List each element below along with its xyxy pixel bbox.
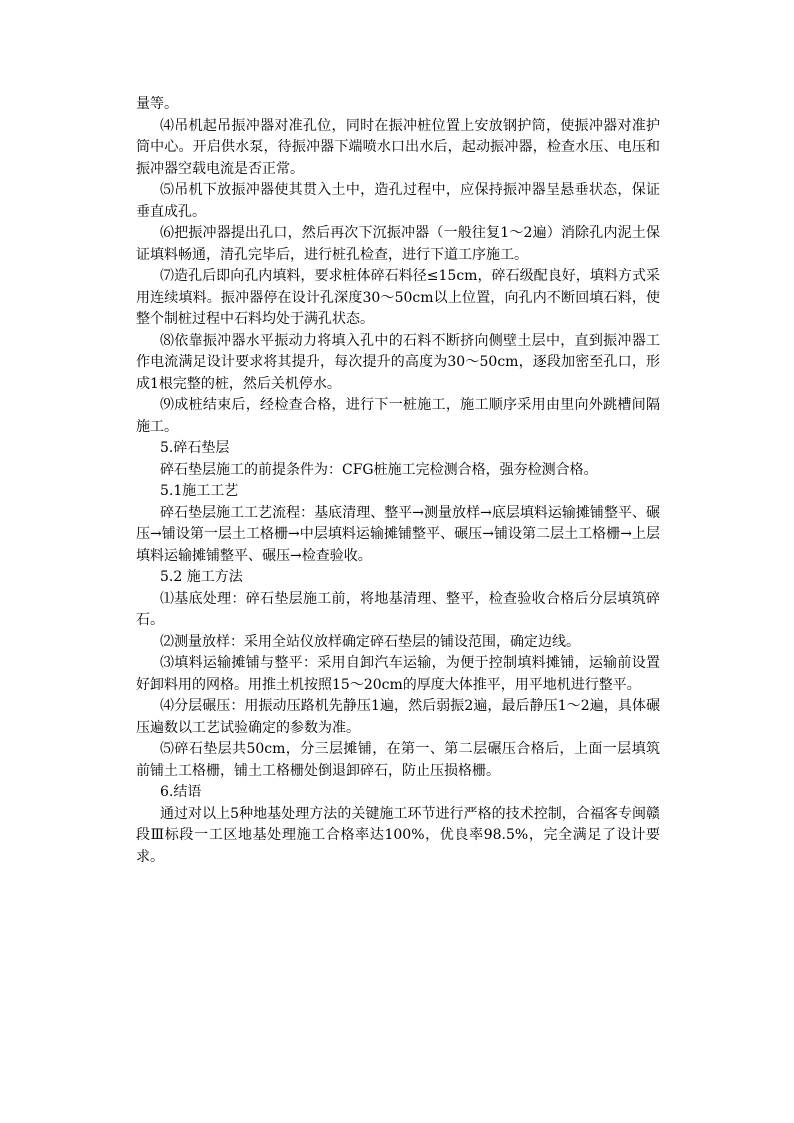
document-body (136, 94, 660, 868)
paragraph-precondition: 碎石垫层施工的前提条件为：CFG桩施工完检测合格，强夯检测合格。 (160, 461, 598, 478)
paragraph-step-5: ⑸吊机下放振冲器使其贯入土中，造孔过程中，应保持振冲器呈悬垂状态，保证垂直成孔。 (136, 182, 660, 220)
paragraph-conclusion: 通过对以上5种地基处理方法的关键施工环节进行严格的技术控制，合福客专闽赣段Ⅲ标段一工区地基处理施工合格率达100%，优良率98.5%，完全满足了设计要求。 (136, 805, 660, 865)
paragraph-step-7: ⑺造孔后即向孔内填料，要求桩体碎石料径≤15cm，碎石级配良好，填料方式采用连续填料。振冲器停在设计孔深度30～50cm以上位置，向孔内不断回填石料，使整个制桩过程中石料均处于满孔状态。 (136, 268, 660, 327)
paragraph-method-5: ⑸碎石垫层共50cm，分三层摊铺，在第一、第二层碾压合格后，上面一层填筑前铺土工格栅，铺土工格栅处倒退卸碎石，防止压损格栅。 (136, 741, 660, 779)
paragraph-method-3: ⑶填料运输摊铺与整平：采用自卸汽车运输，为便于控制填料摊铺，运输前设置好卸料用的网格。用推土机按照15～20cm的厚度大体推平，用平地机进行整平。 (136, 655, 660, 693)
paragraph-step-8: ⑻依靠振冲器水平振动力将填入孔中的石料不断挤向侧壁土层中，直到振冲器工作电流满足设计要求将其提升，每次提升的高度为30～50cm，逐段加密至孔口，形成1根完整的桩，然后关机停水。 (136, 332, 660, 392)
subsection-heading-5-2: 5.2 施工方法 (160, 569, 243, 585)
paragraph-continuation: 量等。 (136, 96, 178, 112)
paragraph-step-9: ⑼成桩结束后，经检查合格，进行下一桩施工，施工顺序采用由里向外跳槽间隔施工。 (136, 397, 660, 435)
section-heading-5: 5.碎石垫层 (160, 440, 230, 456)
subsection-heading-5-1: 5.1施工工艺 (160, 483, 239, 499)
paragraph-step-4: ⑷吊机起吊振冲器对准孔位，同时在振冲桩位置上安放钢护筒，使振冲器对准护筒中心。开启供水泵，待振冲器下端喷水口出水后，起动振冲器，检查水压、电压和振冲器空载电流是否正常。 (136, 117, 660, 177)
paragraph-method-2: ⑵测量放样：采用全站仪放样确定碎石垫层的铺设范围，确定边线。 (160, 633, 580, 650)
paragraph-method-1: ⑴基底处理：碎石垫层施工前，将地基清理、整平，检查验收合格后分层填筑碎石。 (136, 590, 660, 628)
paragraph-process-flow: 碎石垫层施工工艺流程：基底清理、整平→测量放样→底层填料运输摊铺整平、碾压→铺设第一层土工格栅→中层填料运输摊铺整平、碾压→铺设第二层土工格栅→上层填料运输摊铺整平、碾压→检查验收。 (136, 504, 660, 564)
paragraph-method-4: ⑷分层碾压：用振动压路机先静压1遍，然后弱振2遍，最后静压1～2遍，具体碾压遍数以工艺试验确定的参数为准。 (136, 698, 660, 736)
section-heading-6: 6.结语 (160, 784, 202, 800)
paragraph-step-6: ⑹把振冲器提出孔口，然后再次下沉振冲器（一般往复1～2遍）消除孔内泥土保证填料畅通，清孔完毕后，进行桩孔检查，进行下道工序施工。 (136, 225, 660, 263)
